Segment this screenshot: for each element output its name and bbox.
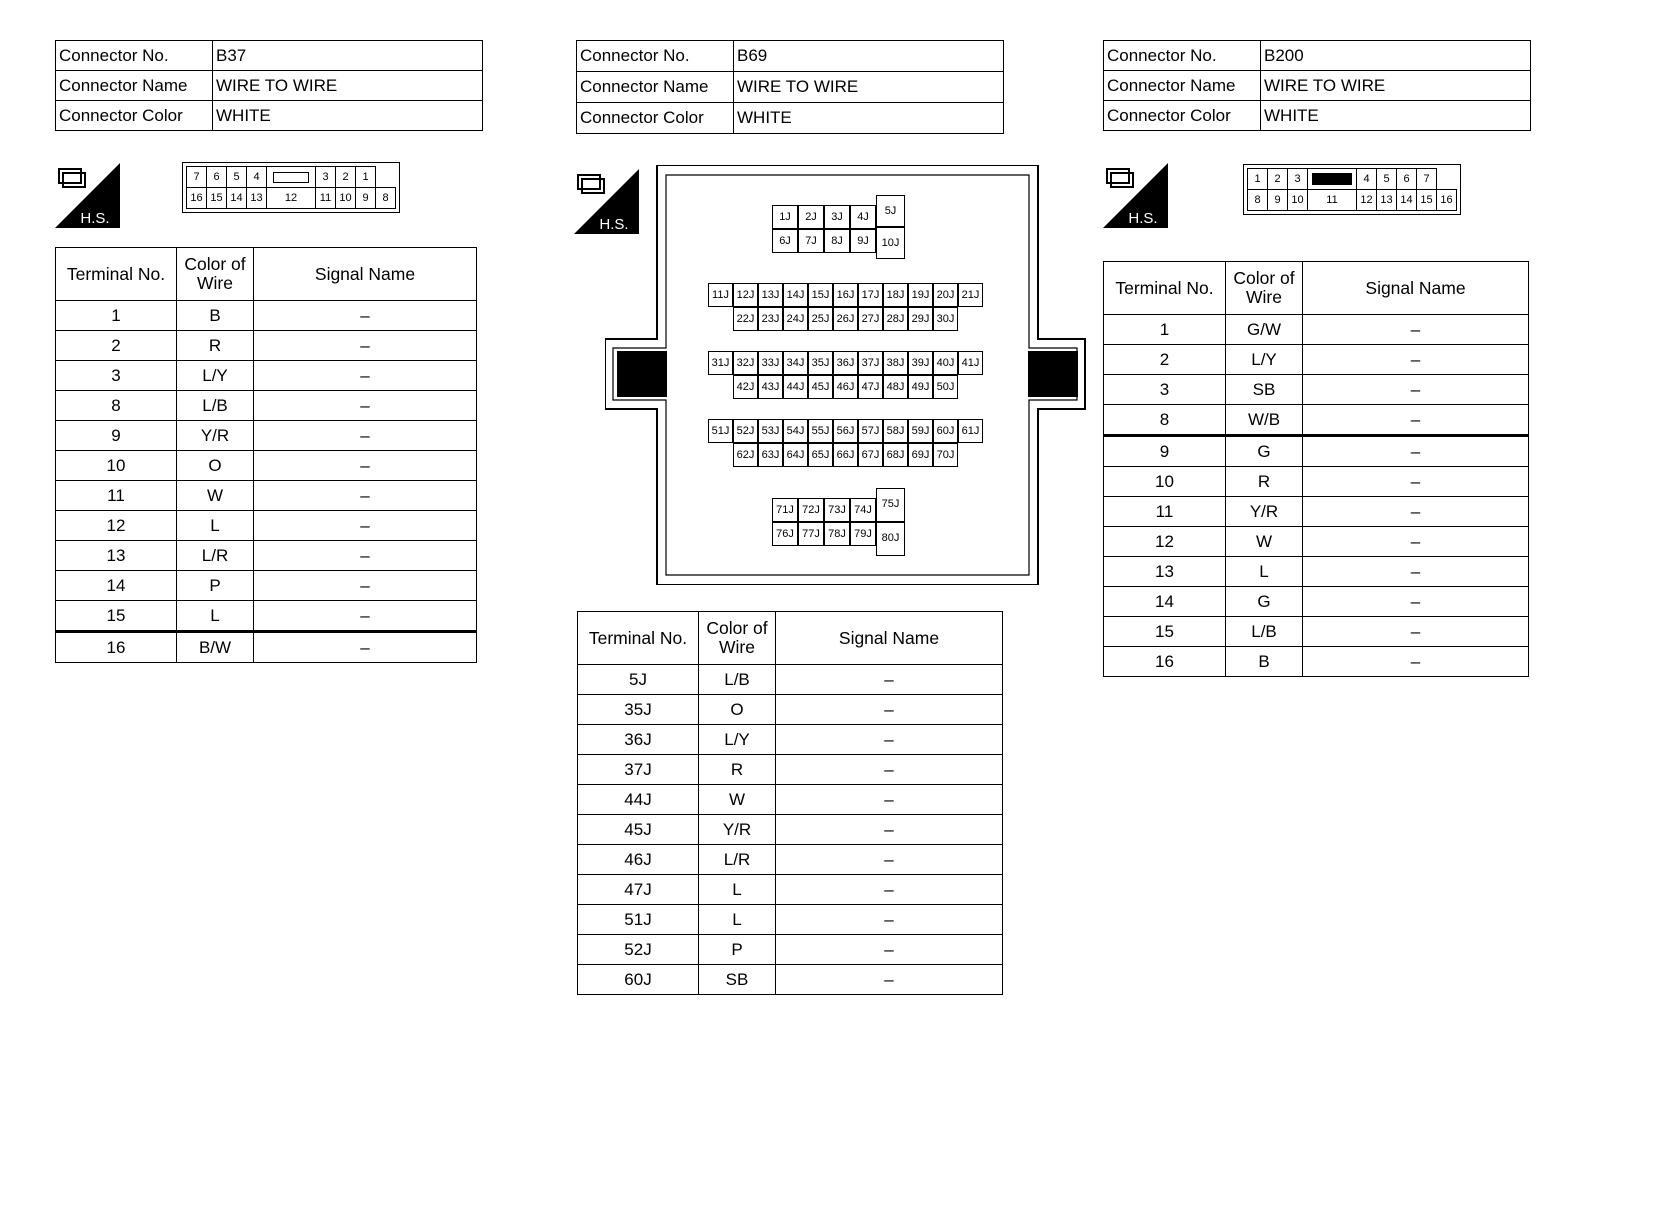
cell-terminal: 11	[56, 481, 177, 511]
cell-terminal: 2	[1104, 345, 1226, 375]
connector-color-label: Connector Color	[577, 103, 734, 134]
table-row	[1104, 436, 1529, 467]
pin-cell: 74J	[850, 498, 876, 522]
pin-cell: 66J	[833, 443, 858, 467]
pin-cell: 21J	[958, 283, 983, 307]
pin-cell: 28J	[883, 307, 908, 331]
cell-signal: –	[1303, 405, 1529, 436]
table-row	[1104, 497, 1529, 527]
pin-cell: 12	[1357, 190, 1377, 211]
pin-cell: 20J	[933, 283, 958, 307]
connector-color-value: WHITE	[734, 103, 1004, 134]
cell-wire: SB	[1226, 375, 1303, 405]
cell-signal: –	[254, 541, 477, 571]
cell-wire: L/Y	[1226, 345, 1303, 375]
pin-cell: 42J	[733, 375, 758, 399]
wire-color-header: Color of Wire	[177, 248, 254, 301]
cell-wire: L/B	[177, 391, 254, 421]
pin-cell: 9	[356, 188, 376, 209]
pin-cell: 43J	[758, 375, 783, 399]
cell-wire: G	[1226, 587, 1303, 617]
cell-terminal: 3	[56, 361, 177, 391]
cell-terminal: 60J	[578, 965, 699, 995]
cell-terminal: 44J	[578, 785, 699, 815]
table-row	[1104, 617, 1529, 647]
table-row	[56, 301, 477, 331]
connector-no-value: B69	[734, 41, 1004, 72]
cell-terminal: 46J	[578, 845, 699, 875]
cell-signal: –	[776, 755, 1003, 785]
pin-slot	[1308, 169, 1357, 190]
connector-b69-info	[576, 40, 1004, 134]
b69-connector-face	[605, 165, 1090, 585]
pin-cell: 30J	[933, 307, 958, 331]
pin-cell: 50J	[933, 375, 958, 399]
cell-signal: –	[254, 601, 477, 632]
cell-signal: –	[1303, 315, 1529, 345]
pin-cell: 63J	[758, 443, 783, 467]
pin-cell: 33J	[758, 351, 783, 375]
connector-color-label: Connector Color	[56, 101, 213, 131]
pin-cell: 24J	[783, 307, 808, 331]
pin-cell: 49J	[908, 375, 933, 399]
cell-wire: W/B	[1226, 405, 1303, 436]
pin-cell: 46J	[833, 375, 858, 399]
table-row	[578, 695, 1003, 725]
cell-terminal: 36J	[578, 725, 699, 755]
pin-cell: 3	[316, 167, 336, 188]
cell-signal: –	[254, 451, 477, 481]
table-row	[56, 451, 477, 481]
table-row	[56, 331, 477, 361]
pin-cell: 1	[1248, 169, 1268, 190]
pin-cell: 26J	[833, 307, 858, 331]
cell-signal: –	[776, 815, 1003, 845]
cell-wire: P	[699, 935, 776, 965]
connector-no-label: Connector No.	[577, 41, 734, 72]
connector-color-value: WHITE	[213, 101, 483, 131]
cell-signal: –	[1303, 345, 1529, 375]
pin-cell: 73J	[824, 498, 850, 522]
cell-signal: –	[776, 695, 1003, 725]
pin-cell: 67J	[858, 443, 883, 467]
cell-wire: W	[177, 481, 254, 511]
cell-wire: B	[177, 301, 254, 331]
b37-pin-layout	[182, 162, 400, 213]
cell-signal: –	[1303, 467, 1529, 497]
terminal-no-header: Terminal No.	[578, 612, 699, 665]
cell-terminal: 14	[1104, 587, 1226, 617]
pin-cell: 15	[1417, 190, 1437, 211]
cell-signal: –	[776, 725, 1003, 755]
cell-wire: L/B	[699, 665, 776, 695]
table-row	[56, 511, 477, 541]
pin-cell: 53J	[758, 419, 783, 443]
table-row	[1104, 557, 1529, 587]
cell-signal: –	[254, 511, 477, 541]
cell-terminal: 10	[56, 451, 177, 481]
pin-cell: 48J	[883, 375, 908, 399]
cell-signal: –	[254, 632, 477, 663]
pin-cell: 70J	[933, 443, 958, 467]
cell-signal: –	[1303, 617, 1529, 647]
pin-cell: 75J	[876, 488, 905, 522]
cell-signal: –	[776, 965, 1003, 995]
pin-cell: 59J	[908, 419, 933, 443]
pin-cell: 40J	[933, 351, 958, 375]
cell-terminal: 13	[1104, 557, 1226, 587]
cell-signal: –	[776, 905, 1003, 935]
pin-cell: 61J	[958, 419, 983, 443]
pin-cell: 44J	[783, 375, 808, 399]
pin-cell: 5	[227, 167, 247, 188]
table-row	[1104, 315, 1529, 345]
cell-wire: L/R	[177, 541, 254, 571]
pin-cell: 23J	[758, 307, 783, 331]
connector-no-label: Connector No.	[56, 41, 213, 71]
table-row	[56, 632, 477, 663]
pin-cell: 16J	[833, 283, 858, 307]
table-row	[1104, 467, 1529, 497]
cell-terminal: 15	[1104, 617, 1226, 647]
pin-cell: 6	[1397, 169, 1417, 190]
pin-cell: 16	[1437, 190, 1457, 211]
pin-cell: 51J	[708, 419, 733, 443]
table-row	[1104, 375, 1529, 405]
pin-cell: 37J	[858, 351, 883, 375]
signal-name-header: Signal Name	[1303, 262, 1529, 315]
wire-color-header: Color of Wire	[1226, 262, 1303, 315]
cell-terminal: 1	[56, 301, 177, 331]
pin-cell: 1J	[772, 205, 798, 229]
cell-terminal: 9	[1104, 436, 1226, 467]
terminal-no-header: Terminal No.	[1104, 262, 1226, 315]
pin-cell: 57J	[858, 419, 883, 443]
cell-signal: –	[1303, 587, 1529, 617]
terminal-no-header: Terminal No.	[56, 248, 177, 301]
cell-wire: L	[177, 511, 254, 541]
pin-cell: 2J	[798, 205, 824, 229]
cell-terminal: 9	[56, 421, 177, 451]
cell-signal: –	[254, 571, 477, 601]
pin-cell: 69J	[908, 443, 933, 467]
pin-cell: 5	[1377, 169, 1397, 190]
signal-name-header: Signal Name	[776, 612, 1003, 665]
cell-terminal: 51J	[578, 905, 699, 935]
cell-terminal: 16	[56, 632, 177, 663]
cell-wire: L	[699, 905, 776, 935]
cell-wire: P	[177, 571, 254, 601]
cell-wire: W	[1226, 527, 1303, 557]
cell-terminal: 2	[56, 331, 177, 361]
cell-signal: –	[776, 845, 1003, 875]
table-row	[578, 905, 1003, 935]
pin-cell: 10	[336, 188, 356, 209]
cell-terminal: 47J	[578, 875, 699, 905]
connector-b200-info	[1103, 40, 1531, 131]
connector-no-label: Connector No.	[1104, 41, 1261, 71]
hs-badge-icon	[55, 163, 120, 233]
pin-cell: 8	[1248, 190, 1268, 211]
table-row	[56, 391, 477, 421]
pin-cell: 32J	[733, 351, 758, 375]
pin-cell: 10	[1288, 190, 1308, 211]
pin-cell: 12	[267, 188, 316, 209]
connector-name-value: WIRE TO WIRE	[213, 71, 483, 101]
cell-terminal: 5J	[578, 665, 699, 695]
table-row	[578, 725, 1003, 755]
cell-terminal: 52J	[578, 935, 699, 965]
connector-no-value: B37	[213, 41, 483, 71]
table-row	[578, 965, 1003, 995]
connector-name-value: WIRE TO WIRE	[1261, 71, 1531, 101]
pin-cell: 4J	[850, 205, 876, 229]
table-row	[1104, 527, 1529, 557]
table-row	[56, 601, 477, 632]
pin-cell: 4	[247, 167, 267, 188]
cell-terminal: 12	[1104, 527, 1226, 557]
pin-cell: 31J	[708, 351, 733, 375]
pin-cell: 7	[1417, 169, 1437, 190]
pin-cell: 55J	[808, 419, 833, 443]
pin-cell: 25J	[808, 307, 833, 331]
pin-cell: 3J	[824, 205, 850, 229]
pin-cell: 4	[1357, 169, 1377, 190]
cell-terminal: 14	[56, 571, 177, 601]
pin-cell: 7J	[798, 229, 824, 253]
cell-wire: L	[1226, 557, 1303, 587]
cell-wire: R	[699, 755, 776, 785]
pin-cell: 60J	[933, 419, 958, 443]
cell-wire: R	[1226, 467, 1303, 497]
connector-no-value: B200	[1261, 41, 1531, 71]
pin-cell: 2	[1268, 169, 1288, 190]
pin-cell: 64J	[783, 443, 808, 467]
cell-wire: L	[177, 601, 254, 632]
table-row	[578, 815, 1003, 845]
table-row	[56, 361, 477, 391]
pin-cell: 68J	[883, 443, 908, 467]
cell-wire: B	[1226, 647, 1303, 677]
cell-terminal: 10	[1104, 467, 1226, 497]
cell-wire: G	[1226, 436, 1303, 467]
cell-wire: Y/R	[177, 421, 254, 451]
cell-signal: –	[1303, 647, 1529, 677]
pin-cell: 36J	[833, 351, 858, 375]
connector-name-value: WIRE TO WIRE	[734, 72, 1004, 103]
cell-terminal: 15	[56, 601, 177, 632]
pin-cell: 52J	[733, 419, 758, 443]
cell-signal: –	[254, 391, 477, 421]
cell-wire: O	[699, 695, 776, 725]
pin-cell: 54J	[783, 419, 808, 443]
connector-name-label: Connector Name	[1104, 71, 1261, 101]
pin-cell: 19J	[908, 283, 933, 307]
cell-signal: –	[1303, 436, 1529, 467]
b200-pin-layout	[1243, 164, 1461, 215]
cell-signal: –	[776, 875, 1003, 905]
cell-terminal: 13	[56, 541, 177, 571]
svg-text:H.S.: H.S.	[80, 210, 110, 227]
svg-text:H.S.: H.S.	[599, 216, 629, 233]
cell-wire: L/B	[1226, 617, 1303, 647]
hs-badge-icon	[1103, 163, 1168, 233]
cell-terminal: 11	[1104, 497, 1226, 527]
table-row	[56, 541, 477, 571]
cell-wire: L/Y	[699, 725, 776, 755]
pin-cell: 13	[247, 188, 267, 209]
pin-cell: 10J	[876, 227, 905, 259]
pin-cell: 13	[1377, 190, 1397, 211]
pin-cell: 58J	[883, 419, 908, 443]
table-row	[578, 755, 1003, 785]
table-row	[1104, 647, 1529, 677]
pin-cell: 27J	[858, 307, 883, 331]
cell-signal: –	[776, 935, 1003, 965]
cell-wire: L/R	[699, 845, 776, 875]
pin-cell: 79J	[850, 522, 876, 546]
b37-terminal-table	[55, 247, 477, 663]
pin-cell: 80J	[876, 522, 905, 556]
pin-cell: 76J	[772, 522, 798, 546]
cell-wire: G/W	[1226, 315, 1303, 345]
cell-signal: –	[254, 481, 477, 511]
pin-cell: 34J	[783, 351, 808, 375]
pin-cell: 77J	[798, 522, 824, 546]
table-row	[1104, 345, 1529, 375]
cell-wire: Y/R	[699, 815, 776, 845]
pin-cell: 17J	[858, 283, 883, 307]
pin-cell: 12J	[733, 283, 758, 307]
signal-name-header: Signal Name	[254, 248, 477, 301]
cell-wire: O	[177, 451, 254, 481]
cell-terminal: 8	[1104, 405, 1226, 436]
cell-wire: SB	[699, 965, 776, 995]
pin-cell: 15J	[808, 283, 833, 307]
pin-cell: 18J	[883, 283, 908, 307]
cell-signal: –	[1303, 527, 1529, 557]
pin-cell: 8	[376, 188, 396, 209]
cell-terminal: 45J	[578, 815, 699, 845]
table-row	[56, 481, 477, 511]
cell-signal: –	[1303, 557, 1529, 587]
table-row	[56, 421, 477, 451]
cell-terminal: 12	[56, 511, 177, 541]
pin-slot	[267, 167, 316, 188]
pin-cell: 9J	[850, 229, 876, 253]
b69-terminal-table	[577, 611, 1003, 995]
table-row	[578, 845, 1003, 875]
connector-name-label: Connector Name	[577, 72, 734, 103]
table-row	[578, 785, 1003, 815]
cell-wire: Y/R	[1226, 497, 1303, 527]
pin-cell: 3	[1288, 169, 1308, 190]
pin-cell: 39J	[908, 351, 933, 375]
cell-wire: L	[699, 875, 776, 905]
table-row	[56, 571, 477, 601]
cell-signal: –	[776, 665, 1003, 695]
table-row	[578, 935, 1003, 965]
pin-cell: 56J	[833, 419, 858, 443]
pin-cell: 11	[316, 188, 336, 209]
cell-signal: –	[776, 785, 1003, 815]
table-row	[578, 665, 1003, 695]
pin-cell: 5J	[876, 195, 905, 227]
connector-color-value: WHITE	[1261, 101, 1531, 131]
pin-cell: 29J	[908, 307, 933, 331]
cell-signal: –	[1303, 375, 1529, 405]
pin-cell: 6	[207, 167, 227, 188]
pin-cell: 45J	[808, 375, 833, 399]
table-row	[1104, 405, 1529, 436]
cell-signal: –	[254, 421, 477, 451]
connector-b37-info	[55, 40, 483, 131]
pin-cell: 14	[1397, 190, 1417, 211]
pin-cell: 38J	[883, 351, 908, 375]
cell-signal: –	[254, 361, 477, 391]
pin-cell: 13J	[758, 283, 783, 307]
pin-cell: 7	[187, 167, 207, 188]
pin-cell: 1	[356, 167, 376, 188]
pin-cell: 11J	[708, 283, 733, 307]
pin-cell: 72J	[798, 498, 824, 522]
cell-terminal: 3	[1104, 375, 1226, 405]
pin-cell: 16	[187, 188, 207, 209]
cell-signal: –	[254, 301, 477, 331]
b200-terminal-table	[1103, 261, 1529, 677]
cell-terminal: 37J	[578, 755, 699, 785]
pin-cell: 62J	[733, 443, 758, 467]
cell-wire: R	[177, 331, 254, 361]
pin-cell: 11	[1308, 190, 1357, 211]
cell-terminal: 35J	[578, 695, 699, 725]
pin-cell: 47J	[858, 375, 883, 399]
cell-terminal: 16	[1104, 647, 1226, 677]
pin-cell: 2	[336, 167, 356, 188]
pin-cell: 6J	[772, 229, 798, 253]
cell-signal: –	[1303, 497, 1529, 527]
cell-terminal: 1	[1104, 315, 1226, 345]
cell-wire: W	[699, 785, 776, 815]
pin-cell: 41J	[958, 351, 983, 375]
table-row	[578, 875, 1003, 905]
cell-signal: –	[254, 331, 477, 361]
cell-terminal: 8	[56, 391, 177, 421]
svg-text:H.S.: H.S.	[1128, 210, 1158, 227]
connector-color-label: Connector Color	[1104, 101, 1261, 131]
table-row	[1104, 587, 1529, 617]
cell-wire: B/W	[177, 632, 254, 663]
pin-cell: 71J	[772, 498, 798, 522]
pin-cell: 35J	[808, 351, 833, 375]
wire-color-header: Color of Wire	[699, 612, 776, 665]
pin-cell: 14J	[783, 283, 808, 307]
pin-cell: 65J	[808, 443, 833, 467]
pin-cell: 15	[207, 188, 227, 209]
connector-name-label: Connector Name	[56, 71, 213, 101]
cell-wire: L/Y	[177, 361, 254, 391]
pin-cell: 8J	[824, 229, 850, 253]
pin-cell: 22J	[733, 307, 758, 331]
pin-cell: 78J	[824, 522, 850, 546]
pin-cell: 9	[1268, 190, 1288, 211]
pin-cell: 14	[227, 188, 247, 209]
